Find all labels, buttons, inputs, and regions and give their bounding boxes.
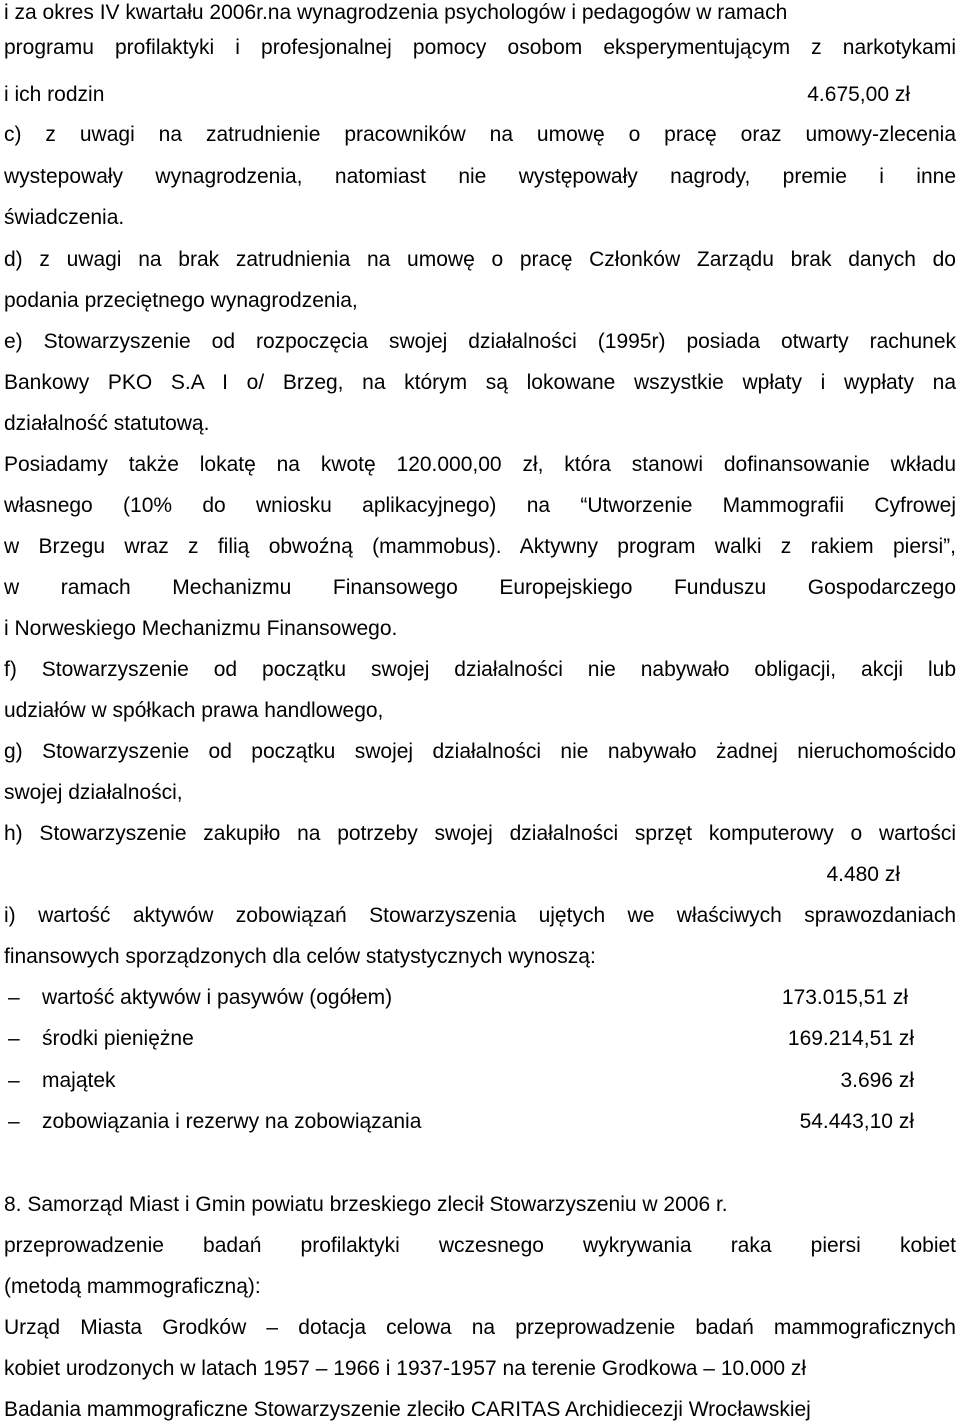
dash-bullet: – xyxy=(8,986,20,1009)
text-line: Bankowy PKO S.A I o/ Brzeg, na którym są lokowane wszystkie wpłaty i wypłaty na xyxy=(4,371,956,394)
text-line: i za okres IV kwartału 2006r.na wynagrodzenia psychologów i pedagogów w ramach xyxy=(4,1,788,24)
section-heading: 8. Samorząd Miast i Gmin powiatu brzeskiego zlecił Stowarzyszeniu w 2006 r. xyxy=(4,1193,728,1216)
text-line: f) Stowarzyszenie od początku swojej działalności nie nabywało obligacji, akcji lub xyxy=(4,658,956,681)
text-line: h) Stowarzyszenie zakupiło na potrzeby swojej działalności sprzęt komputerowy o wartości xyxy=(4,822,956,845)
text-line xyxy=(4,81,956,109)
text-line: podania przeciętnego wynagrodzenia, xyxy=(4,289,358,312)
text-line: d) z uwagi na brak zatrudnienia na umowę o pracę Członków Zarządu brak danych do xyxy=(4,248,956,271)
list-item-value: 169.214,51 zł xyxy=(787,1027,914,1050)
text-line: e) Stowarzyszenie od rozpoczęcia swojej działalności (1995r) posiada otwarty rachunek xyxy=(4,330,956,353)
dash-bullet: – xyxy=(8,1110,20,1133)
text-line: kobiet urodzonych w latach 1957 – 1966 i 1937-1957 na terenie Grodkowa – 10.000 zł xyxy=(4,1357,807,1380)
text-line: działalność statutową. xyxy=(4,412,210,435)
text-line: w ramach Mechanizmu Finansowego Europejskiego Funduszu Gospodarczego xyxy=(4,576,956,599)
text-line: Posiadamy także lokatę na kwotę 120.000,00 zł, która stanowi dofinansowanie wkładu xyxy=(4,453,956,476)
text-line: udziałów w spółkach prawa handlowego, xyxy=(4,699,384,722)
text-line: Badania mammograficzne Stowarzyszenie zleciło CARITAS Archidiecezji Wrocławskiej xyxy=(4,1398,811,1421)
list-item-value: 173.015,51 zł xyxy=(781,986,908,1009)
text-fragment: i ich rodzin xyxy=(4,83,105,106)
text-line: i Norweskiego Mechanizmu Finansowego. xyxy=(4,617,398,640)
text-line: w Brzegu wraz z filią obwoźną (mammobus). Aktywny program walki z rakiem piersi”, xyxy=(4,535,956,558)
text-line: i) wartość aktywów zobowiązań Stowarzyszenia ujętych we właściwych sprawozdaniach xyxy=(4,904,956,927)
dash-bullet: – xyxy=(8,1069,20,1092)
text-line: programu profilaktyki i profesjonalnej pomocy osobom eksperymentującym z narkotykami xyxy=(4,36,956,59)
text-line: c) z uwagi na zatrudnienie pracowników na umowę o pracę oraz umowy-zlecenia xyxy=(4,123,956,146)
text-line: swojej działalności, xyxy=(4,781,183,804)
amount: 4.480 zł xyxy=(826,863,900,886)
text-line: świadczenia. xyxy=(4,206,125,229)
list-item-label: środki pieniężne xyxy=(42,1027,194,1050)
list-item-value: 54.443,10 zł xyxy=(799,1110,914,1133)
text-line: Urząd Miasta Grodków – dotacja celowa na przeprowadzenie badań mammograficznych xyxy=(4,1316,956,1339)
dash-bullet: – xyxy=(8,1027,20,1050)
text-line: (metodą mammograficzną): xyxy=(4,1275,261,1298)
text-line: własnego (10% do wniosku aplikacyjnego) na “Utworzenie Mammografii Cyfrowej xyxy=(4,494,956,517)
text-line: wystepowały wynagrodzenia, natomiast nie występowały nagrody, premie i inne xyxy=(4,165,956,188)
text-line: przeprowadzenie badań profilaktyki wczesnego wykrywania raka piersi kobiet xyxy=(4,1234,956,1257)
amount: 4.675,00 zł xyxy=(807,83,910,106)
list-item-value: 3.696 zł xyxy=(840,1069,914,1092)
text-line: finansowych sporządzonych dla celów statystycznych wynoszą: xyxy=(4,945,596,968)
text-line: g) Stowarzyszenie od początku swojej działalności nie nabywało żadnej nieruchomoścido xyxy=(4,740,956,763)
list-item-label: zobowiązania i rezerwy na zobowiązania xyxy=(42,1110,422,1133)
list-item-label: majątek xyxy=(42,1069,116,1092)
list-item-label: wartość aktywów i pasywów (ogółem) xyxy=(42,986,393,1009)
